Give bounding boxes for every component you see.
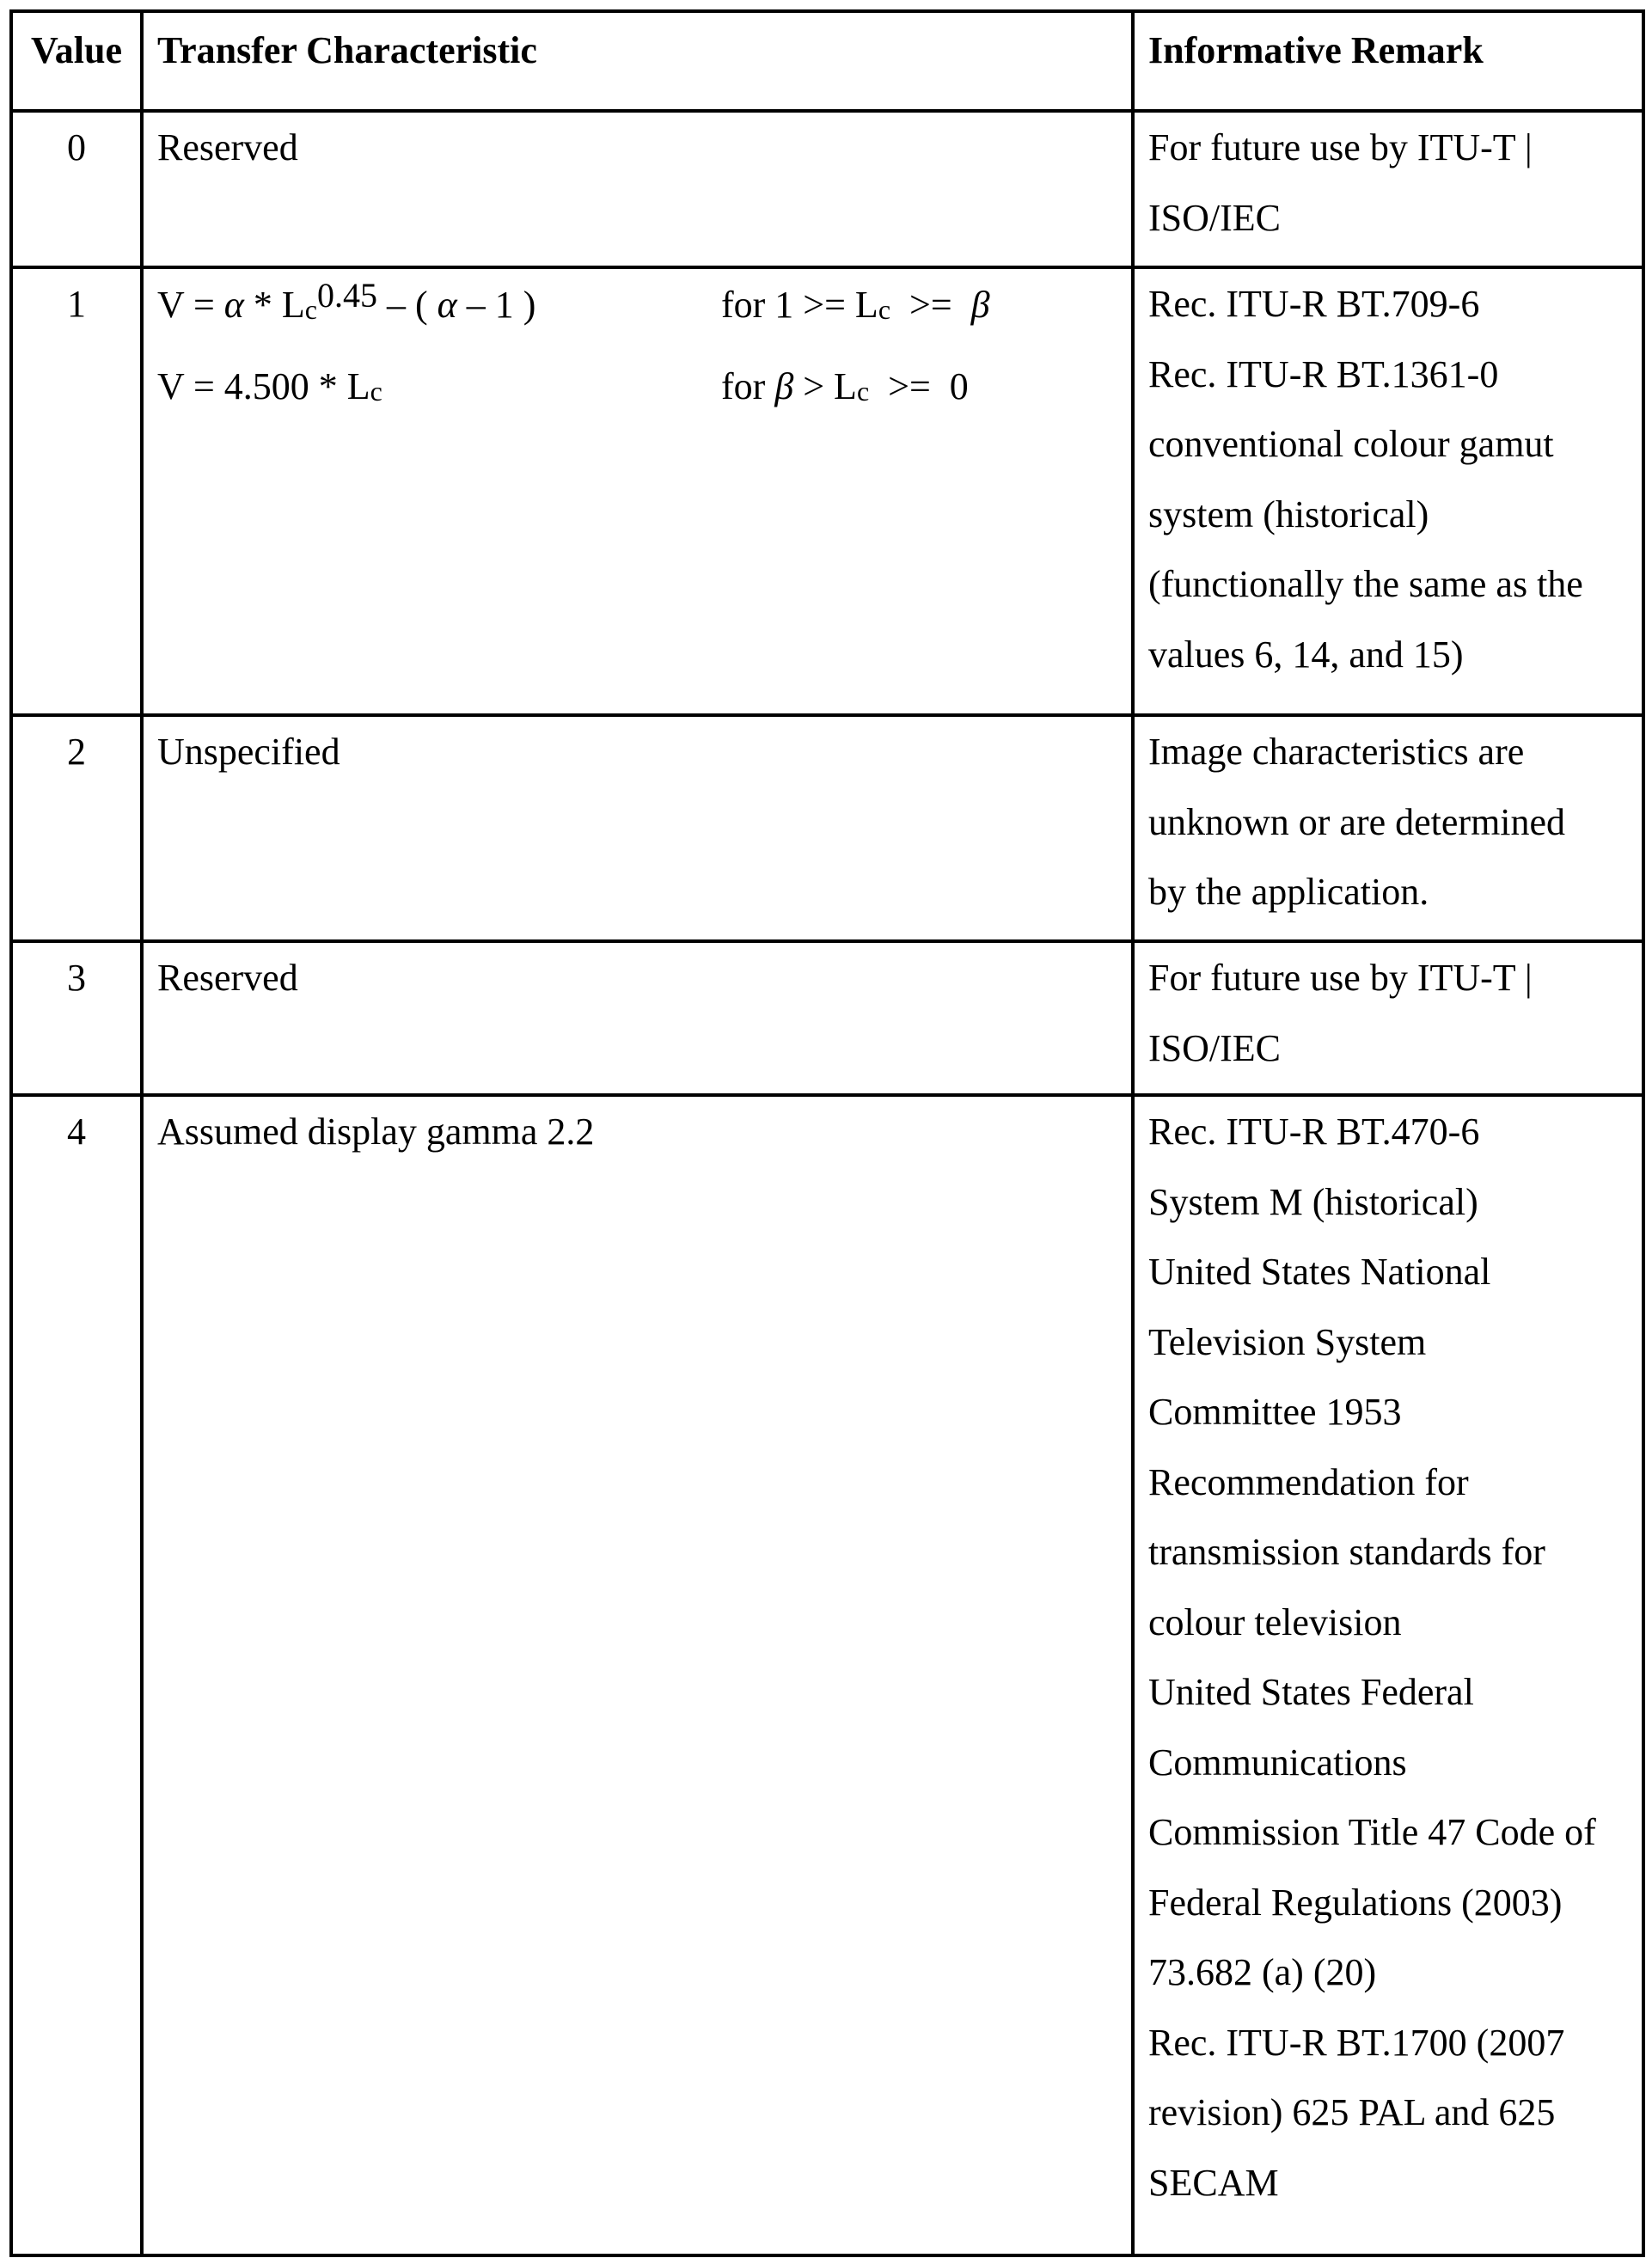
beta-symbol: β	[774, 365, 794, 407]
transfer-characteristic-cell: Assumed display gamma 2.2	[142, 1095, 1133, 2255]
remark-line: Rec. ITU-R BT.470-6	[1148, 1111, 1480, 1153]
table-row	[11, 1095, 1643, 2255]
formula-line-2	[157, 346, 1119, 427]
remark-line: Committee 1953	[1148, 1391, 1402, 1433]
value-cell: 3	[11, 941, 142, 1095]
informative-remark-cell	[1133, 1095, 1643, 2255]
remark-line: Commission Title 47 Code of	[1148, 1811, 1596, 1853]
remark-line: Recommendation for	[1148, 1460, 1469, 1503]
transfer-characteristic-cell	[142, 267, 1133, 715]
remark-line: (functionally the same as the	[1148, 563, 1583, 605]
header-informative-remark: Informative Remark	[1133, 11, 1643, 111]
remark-line: values 6, 14, and 15)	[1148, 633, 1464, 676]
formula-text: V =	[157, 284, 224, 326]
formula-text: > L	[793, 365, 857, 407]
remark-line: conventional colour gamut	[1148, 423, 1554, 465]
remark-line: Federal Regulations (2003)	[1148, 1881, 1563, 1924]
remark-line: unknown or are determined	[1148, 800, 1566, 843]
remark-line: transmission standards for	[1148, 1531, 1545, 1573]
subscript-c: c	[304, 294, 317, 325]
remark-line: by the application.	[1148, 871, 1429, 913]
remark-line: Rec. ITU-R BT.1700 (2007	[1148, 2021, 1565, 2064]
informative-remark-cell	[1133, 715, 1643, 941]
formula-line-1	[157, 264, 1119, 346]
subscript-c: c	[878, 294, 891, 325]
remark-line: Rec. ITU-R BT.1361-0	[1148, 352, 1499, 395]
alpha-symbol: α	[223, 284, 244, 326]
remark-line: Communications	[1148, 1741, 1407, 1784]
remark-line: For future use by ITU-T |	[1148, 957, 1533, 999]
transfer-characteristic-cell: Unspecified	[142, 715, 1133, 941]
remark-line: SECAM	[1148, 2161, 1279, 2204]
informative-remark-cell	[1133, 941, 1643, 1095]
beta-symbol: β	[970, 284, 990, 326]
remark-line: ISO/IEC	[1148, 1026, 1281, 1069]
formula-text: >=	[890, 284, 971, 326]
table-row	[11, 941, 1643, 1095]
table-row	[11, 715, 1643, 941]
subscript-c: c	[370, 376, 382, 407]
remark-line: system (historical)	[1148, 493, 1429, 535]
remark-line: For future use by ITU-T |	[1148, 126, 1533, 168]
informative-remark-cell	[1133, 267, 1643, 715]
remark-line: Television System	[1148, 1320, 1427, 1363]
informative-remark-cell	[1133, 111, 1643, 267]
header-transfer-characteristic: Transfer Characteristic	[142, 11, 1133, 111]
transfer-characteristics-table	[9, 9, 1645, 2257]
formula-expression	[157, 346, 382, 431]
formula-text: – 1 )	[456, 284, 536, 326]
remark-line: Rec. ITU-R BT.709-6	[1148, 283, 1480, 325]
remark-line: United States Federal	[1148, 1671, 1474, 1713]
remark-line: System M (historical)	[1148, 1180, 1478, 1223]
formula-condition	[721, 264, 990, 349]
exponent: 0.45	[317, 276, 377, 315]
remark-line: revision) 625 PAL and 625	[1148, 2091, 1556, 2133]
alpha-symbol: α	[437, 284, 457, 326]
remark-line: colour television	[1148, 1600, 1402, 1643]
formula-expression	[157, 264, 535, 349]
table-header-row	[11, 11, 1643, 111]
value-cell: 0	[11, 111, 142, 267]
remark-line: ISO/IEC	[1148, 196, 1281, 239]
transfer-characteristic-cell: Reserved	[142, 111, 1133, 267]
remark-line: United States National	[1148, 1251, 1491, 1293]
table-row	[11, 111, 1643, 267]
remark-line: Image characteristics are	[1148, 731, 1525, 773]
header-value: Value	[11, 11, 142, 111]
transfer-characteristic-cell: Reserved	[142, 941, 1133, 1095]
remark-line: 73.682 (a) (20)	[1148, 1951, 1377, 1993]
formula-text: for	[721, 365, 775, 407]
formula-text: for 1 >= L	[721, 284, 878, 326]
value-cell: 4	[11, 1095, 142, 2255]
formula-text: V = 4.500 * L	[157, 365, 370, 407]
value-cell: 2	[11, 715, 142, 941]
subscript-c: c	[856, 376, 870, 407]
formula-text: >= 0	[869, 365, 969, 407]
table-row	[11, 267, 1643, 715]
formula-text: * L	[243, 284, 305, 326]
formula-condition	[721, 346, 969, 431]
value-cell: 1	[11, 267, 142, 715]
formula-text: – (	[377, 284, 437, 326]
